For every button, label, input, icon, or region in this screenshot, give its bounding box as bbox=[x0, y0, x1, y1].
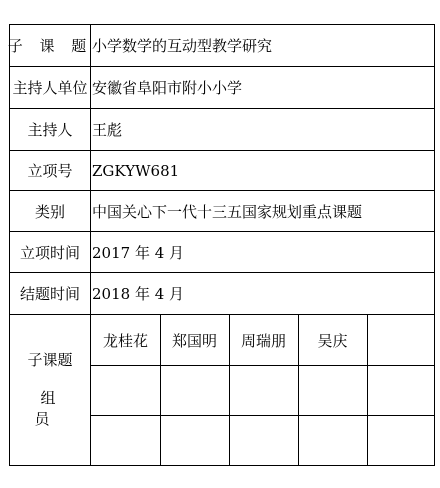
row-host bbox=[10, 109, 434, 151]
members-section bbox=[10, 315, 434, 465]
label-subtopic: 子 课 题 bbox=[10, 25, 91, 66]
value-start-date: 2017 年 4 月 bbox=[92, 243, 185, 262]
members-grid bbox=[91, 315, 434, 465]
label-project-number: 立项号 bbox=[10, 151, 91, 190]
grid-line bbox=[91, 365, 434, 366]
member-name: 吴庆 bbox=[317, 331, 348, 350]
member-name: 郑国明 bbox=[171, 331, 217, 350]
member-name bbox=[367, 315, 435, 365]
project-info-table bbox=[9, 24, 435, 466]
value-end-date: 2018 年 4 月 bbox=[92, 285, 185, 303]
label-category: 类别 bbox=[10, 191, 91, 231]
label-host: 主持人 bbox=[10, 109, 91, 150]
value-host: 王彪 bbox=[92, 121, 123, 139]
label-end-date: 结题时间 bbox=[10, 273, 91, 314]
member-name: 龙桂花 bbox=[102, 331, 148, 350]
row-subtopic bbox=[7, 25, 434, 67]
label-start-date: 立项时间 bbox=[10, 232, 91, 272]
value-category: 中国关心下一代十三五国家规划重点课题 bbox=[92, 202, 363, 221]
label-members bbox=[10, 315, 91, 465]
row-host-unit bbox=[10, 67, 434, 109]
row-project-number bbox=[10, 151, 434, 191]
label-members-line2: 组 员 bbox=[34, 389, 72, 428]
label-host-unit: 主持人单位 bbox=[10, 67, 91, 108]
member-name: 周瑞朋 bbox=[240, 331, 286, 350]
label-members-line1: 子课题 bbox=[27, 351, 73, 369]
row-start-date bbox=[10, 232, 434, 273]
row-category bbox=[10, 191, 434, 232]
grid-line bbox=[91, 415, 434, 416]
value-subtopic: 小学数学的互动型教学研究 bbox=[92, 37, 273, 55]
row-end-date bbox=[10, 273, 434, 315]
value-host-unit: 安徽省阜阳市附小小学 bbox=[92, 79, 243, 97]
value-project-number: ZGKYW681 bbox=[92, 161, 180, 180]
